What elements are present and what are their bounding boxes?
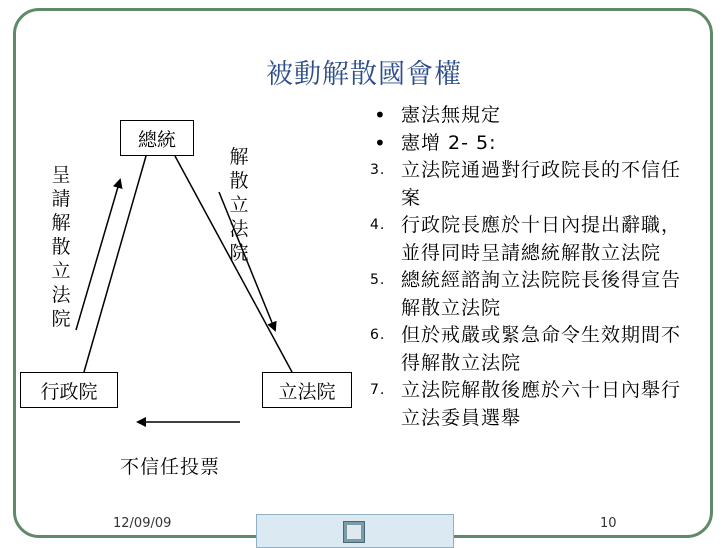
list-marker: • <box>374 130 387 155</box>
slide-nav-icon[interactable] <box>343 521 365 543</box>
slide-nav-bar[interactable] <box>256 514 454 548</box>
no-confidence-label: 不信任投票 <box>120 456 221 478</box>
list-item-text: 總統經諮詢立法院院長後得宣告解散立法院 <box>401 269 682 319</box>
list-item <box>370 322 700 377</box>
executive-yuan-box: 行政院 <box>20 372 118 408</box>
list-item <box>370 102 700 130</box>
list-item <box>370 267 700 322</box>
list-item <box>370 212 700 267</box>
list-item-text: 憲法無規定 <box>401 104 502 126</box>
line-exec-to-president <box>84 156 146 372</box>
list-item-text: 行政院長應於十日內提出辭職，並得同時呈請總統解散立法院 <box>401 214 682 264</box>
list-item-text: 憲增 2- 5: <box>401 131 497 154</box>
petition-dissolve-label: 呈請解散立法院 <box>51 164 71 330</box>
list-item-text: 但於戒嚴或緊急命令生效期間不得解散立法院 <box>401 324 682 374</box>
page-number: 10 <box>600 516 617 531</box>
footer-date: 12/09/09 <box>113 516 172 531</box>
list-item-text: 立法院解散後應於六十日內舉行立法委員選舉 <box>401 379 682 429</box>
legislative-yuan-box: 立法院 <box>262 372 352 408</box>
list-item <box>370 377 700 432</box>
list-marker: 7. <box>370 382 386 398</box>
list-marker: 4. <box>370 217 386 233</box>
arrow-petition-up <box>76 180 120 330</box>
list-item-text: 立法院通過對行政院長的不信任案 <box>401 159 682 209</box>
provision-list <box>370 102 700 432</box>
dissolve-legislature-label: 解散立法院 <box>229 146 249 264</box>
president-box: 總統 <box>120 120 194 156</box>
list-marker: 5. <box>370 272 386 288</box>
list-item <box>370 157 700 212</box>
list-marker: • <box>374 103 387 127</box>
slide-title: 被動解散國會權 <box>266 59 462 90</box>
list-item <box>370 130 700 158</box>
list-marker: 3. <box>370 162 386 178</box>
list-marker: 6. <box>370 327 386 343</box>
